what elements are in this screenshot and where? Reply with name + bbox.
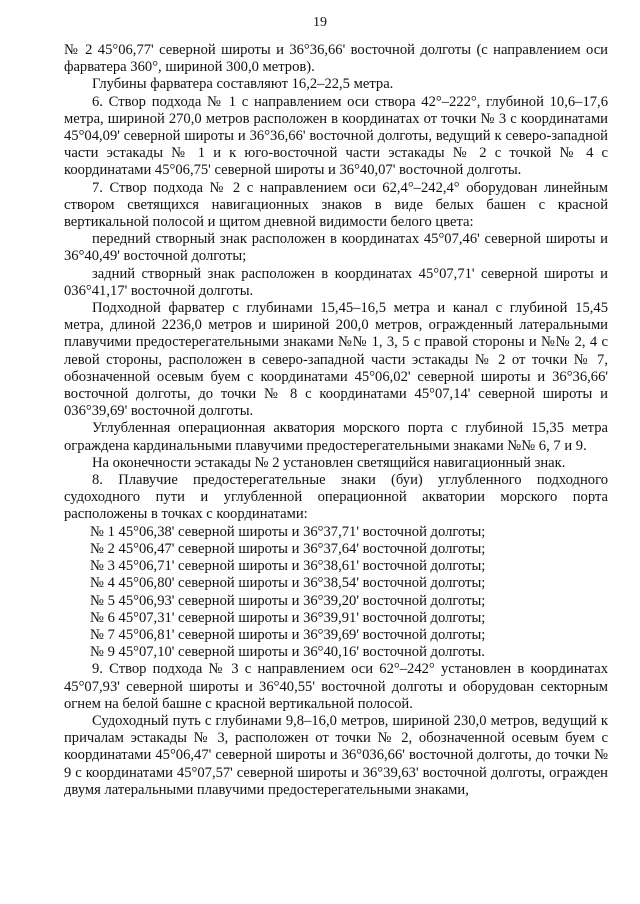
paragraph-item-7: 7. Створ подхода № 2 с направлением оси 62,4°–242,4° оборудован линейным створом светящихся навигационных знаков в виде белых башен с красной вертикальной полосой и щитом дневной видимости белого цвета: (64, 179, 608, 231)
paragraph-item-6: 6. Створ подхода № 1 с направлением оси створа 42°–222°, глубиной 10,6–17,6 метра, шириной 270,0 метров расположен в координатах от точки № 3 с координатами 45°04,09' северной широты и 36°36,66' восточной долготы, ведущий к северо-западной части эстакады № 1 и к юго-восточной части эстакады № 2 с точкой № 4 с координатами 45°06,75' северной широты и 36°40,07' восточной долготы. (64, 93, 608, 179)
paragraph-navigation-sign: На оконечности эстакады № 2 установлен светящийся навигационный знак. (92, 454, 566, 471)
list-item: № 9 45°07,10' северной широты и 36°40,16' восточной долготы. (90, 644, 485, 661)
paragraph-shipping-route: Судоходный путь с глубинами 9,8–16,0 метров, шириной 230,0 метров, ведущий к причалам эстакады № 3, расположен от точки № 2, обозначенной осевым буем с координатами 45°06,47' северной широты и 36°036,66' восточной долготы, до точки № 9 с координатами 45°07,57' северной широты и 36°39,63' восточной долготы, огражден двумя латеральными плавучими предостерегательными знаками, (64, 712, 608, 798)
list-item: № 5 45°06,93' северной широты и 36°39,20' восточной долготы; (90, 592, 486, 609)
paragraph-operational-area: Углубленная операционная акватория морского порта с глубиной 15,35 метра ограждена кардинальными плавучими предостерегательными знаками №№ 6, 7 и 9. (64, 420, 608, 454)
list-item: № 1 45°06,38' северной широты и 36°37,71' восточной долготы; (90, 523, 486, 540)
list-item: № 6 45°07,31' северной широты и 36°39,91' восточной долготы; (90, 609, 486, 626)
list-item: № 3 45°06,71' северной широты и 36°38,61' восточной долготы; (90, 558, 486, 575)
paragraph-item-8: 8. Плавучие предостерегательные знаки (буи) углубленного подходного судоходного пути и углубленной операционной акватории морского порта расположены в точках с координатами: (64, 472, 608, 523)
page-number: 19 (313, 15, 327, 30)
list-item: № 2 45°06,47' северной широты и 36°37,64' восточной долготы; (90, 540, 486, 557)
paragraph-fairway-point-2: № 2 45°06,77' северной широты и 36°36,66' восточной долготы (с направлением оси фарватера 360°, шириной 300,0 метров). (64, 42, 608, 76)
paragraph-item-9: 9. Створ подхода № 3 с направлением оси 62°–242° установлен в координатах 45°07,93' северной широты и 36°40,55' восточной долготы и оборудован секторным огнем на белой башне с красной вертикальной полосой. (64, 661, 608, 712)
list-item: № 4 45°06,80' северной широты и 36°38,54' восточной долготы; (90, 575, 486, 592)
paragraph-fairway-depths: Глубины фарватера составляют 16,2–22,5 метра. (92, 76, 394, 93)
document-body (64, 42, 608, 799)
paragraph-front-sign: передний створный знак расположен в координатах 45°07,46' северной широты и 36°40,49' восточной долготы; (64, 231, 608, 265)
buoy-coordinates-list (90, 524, 608, 662)
paragraph-rear-sign: задний створный знак расположен в координатах 45°07,71' северной широты и 036°41,17' восточной долготы. (64, 265, 608, 299)
list-item: № 7 45°06,81' северной широты и 36°39,69' восточной долготы; (90, 626, 486, 643)
paragraph-approach-fairway: Подходной фарватер с глубинами 15,45–16,5 метра и канал с глубиной 15,45 метра, длиной 2236,0 метров и шириной 200,0 метров, огражденный латеральными плавучими предостерегательными знаками №№ 1, 3, 5 с правой стороны и №№ 2, 4 с левой стороны, расположен в северо-западной части эстакады № 2 от точки № 7, обозначенной осевым буем с координатами 45°06,02' северной широты и 36°36,66' восточной долготы, до точки № 8 с координатами 45°07,14' северной широты и 036°39,69' восточной долготы. (64, 300, 608, 420)
